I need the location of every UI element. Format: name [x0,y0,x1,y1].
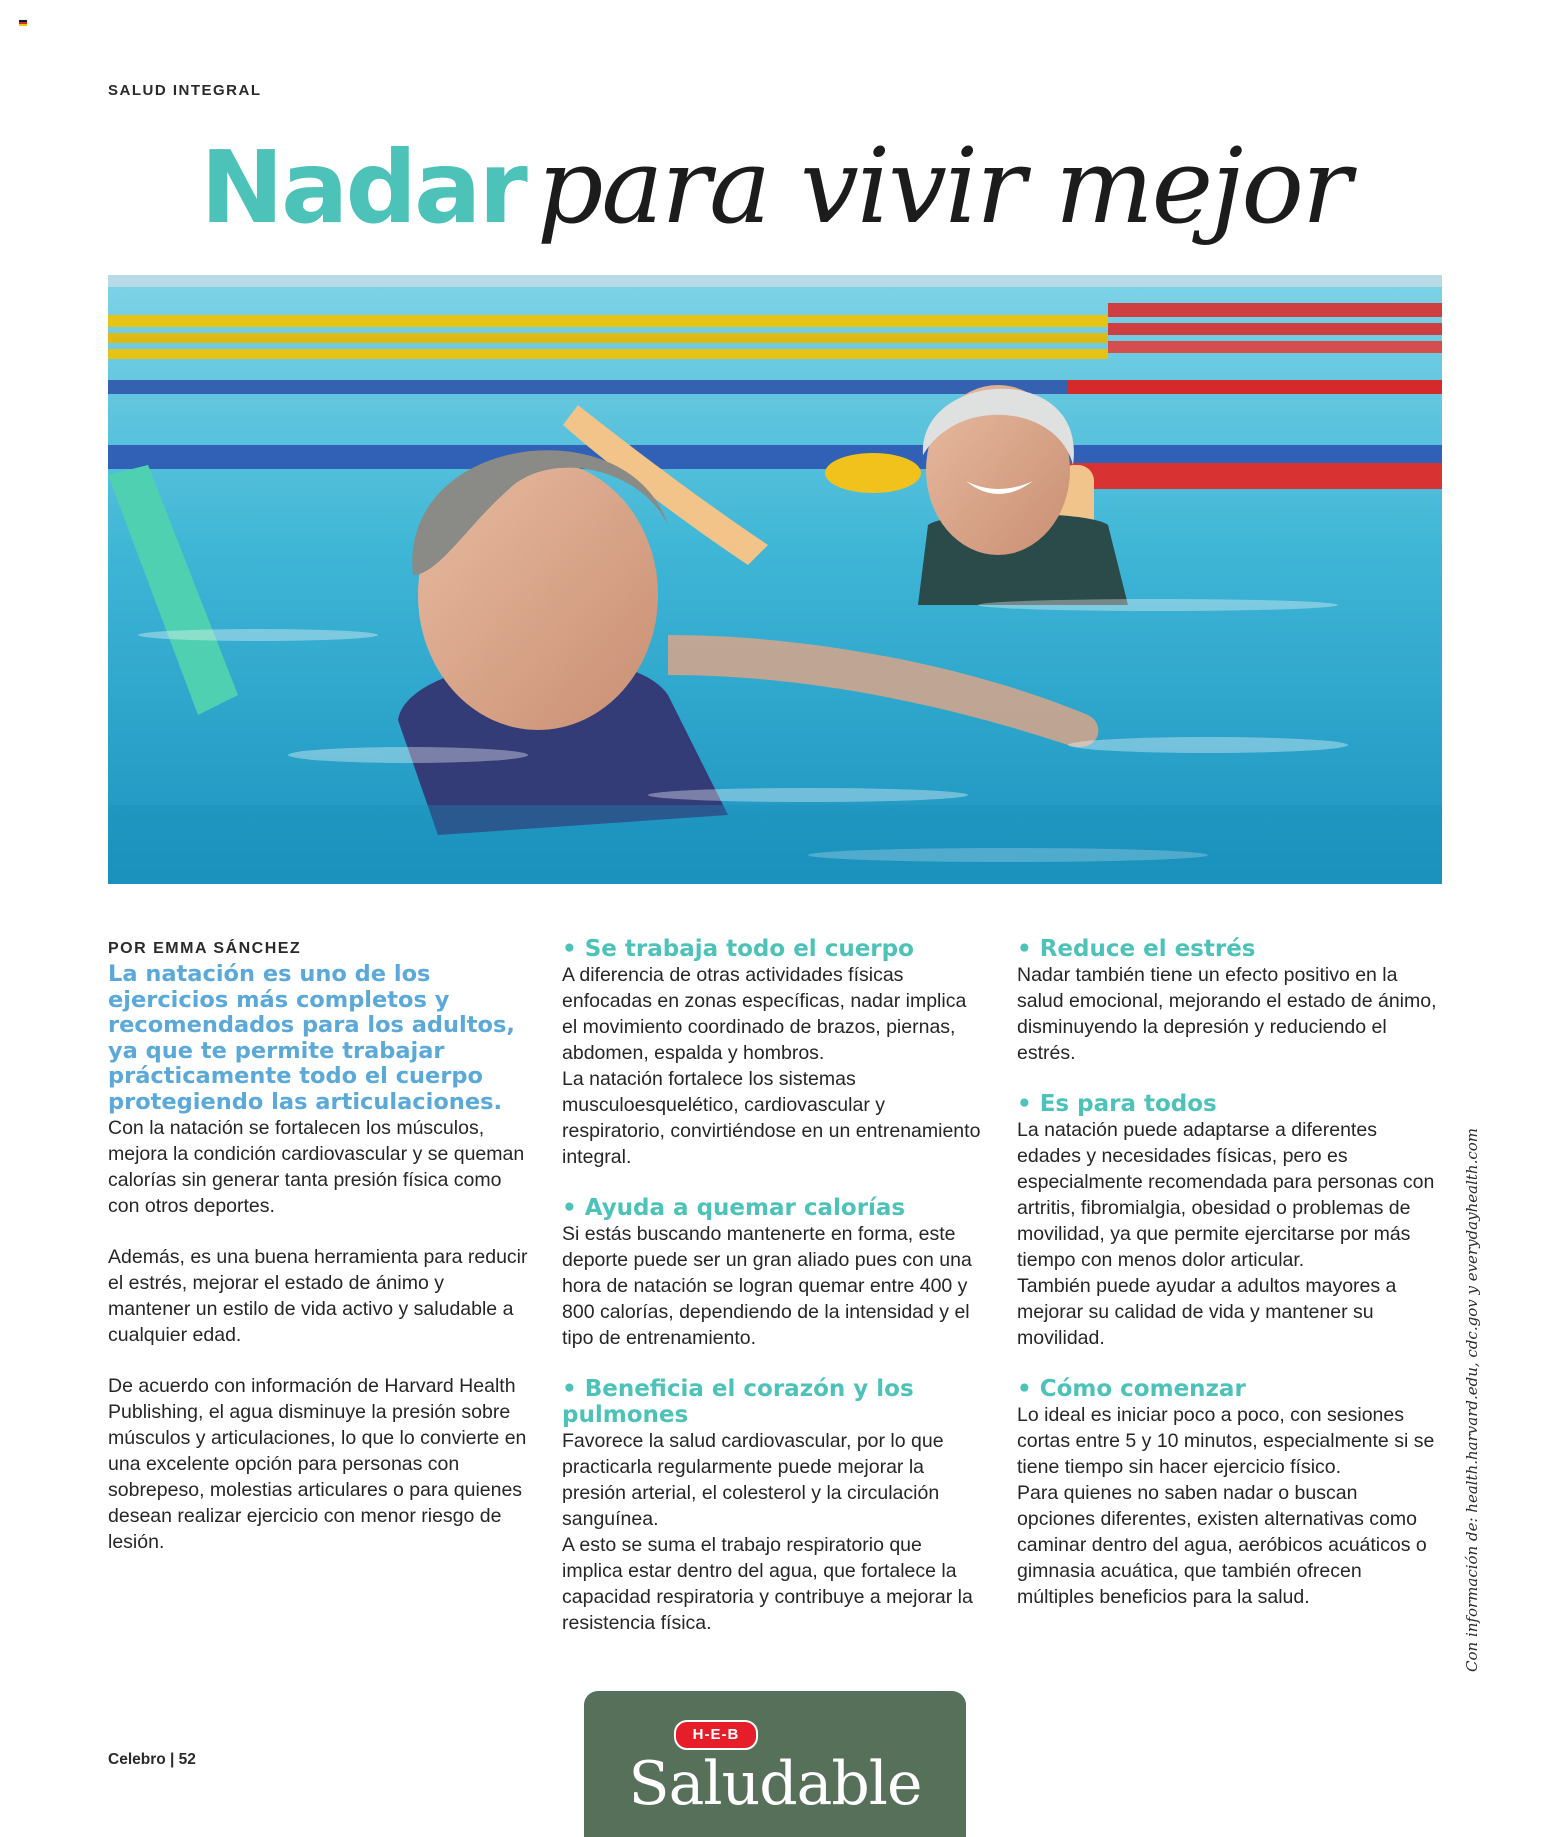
column-3 [1017,936,1437,1610]
section-label: SALUD INTEGRAL [108,82,262,99]
subheading-how-to-start: • Cómo comenzar [1017,1376,1246,1402]
body-paragraph: Lo ideal es iniciar poco a poco, con sesiones cortas entre 5 y 10 minutos, especialmente si se tiene tiempo sin hacer ejercicio físico. [1017,1404,1435,1478]
language-flag-icon [19,20,27,26]
body-paragraph: Si estás buscando mantenerte en forma, este deporte puede ser un gran aliado pues con una hora de natación se logran quemar entre 400 y 800 calorías, dependiendo de la intensidad y el tipo de entrenamiento. [562,1223,972,1349]
subheading-full-body: • Se trabaja todo el cuerpo [562,936,914,962]
subheading-heart-lungs: • Beneficia el corazón y los pulmones [562,1376,914,1428]
body-paragraph: A esto se suma el trabajo respiratorio que implica estar dentro del agua, que fortalece la capacidad respiratoria y contribuye a mejorar la resistencia física. [562,1534,973,1634]
page-folio: Celebro | 52 [108,1751,196,1768]
source-credit [1461,1130,1483,1670]
intro-paragraph: De acuerdo con información de Harvard Health Publishing, el agua disminuye la presión sobre músculos y articulaciones, lo que lo convierte en una excelente opción para personas con sobrepeso, molestias articulares o para quienes desean realizar ejercicio con menor riesgo de lesión. [108,1375,527,1553]
article-title [0,125,1550,247]
heb-logo-icon: H-E-B [674,1720,758,1750]
subheading-for-everyone: • Es para todos [1017,1091,1217,1117]
body-paragraph: Para quienes no saben nadar o buscan opciones diferentes, existen alternativas como caminar dentro del agua, aeróbicos acuáticos o gimnasia acuática, que también ofrecen múltiples beneficios para la salud. [1017,1482,1427,1608]
column-2 [562,936,982,1636]
column-1 [108,936,528,1555]
source-credit-text: Con información de: health.harvard.edu, cdc.gov y everydayhealth.com [1463,1128,1481,1672]
body-paragraph: Favorece la salud cardiovascular, por lo que practicarla regularmente puede mejorar la presión arterial, el colesterol y la circulación sanguínea. [562,1430,944,1530]
body-paragraph: A diferencia de otras actividades físicas enfocadas en zonas específicas, nadar implica el movimiento coordinado de brazos, piernas, abdomen, espalda y hombros. [562,964,967,1064]
byline: POR EMMA SÁNCHEZ [108,940,302,957]
body-paragraph: Nadar también tiene un efecto positivo en la salud emocional, mejorando el estado de ánimo, disminuyendo la depresión y reduciendo el estrés. [1017,964,1437,1064]
title-part-2: para vivir mejor [536,125,1350,247]
title-part-1: Nadar [200,129,525,246]
pool-swimmers-photo [108,275,1442,884]
lede: La natación es uno de los ejercicios más completos y recomendados para los adultos, ya que te permite trabajar prácticamente todo el cuerpo protegiendo las articulaciones. [108,961,515,1115]
body-paragraph: La natación puede adaptarse a diferentes edades y necesidades físicas, pero es especialmente recomendada para personas con artritis, fibromialgia, obesidad o problemas de movilidad, ya que permite ejercitarse por más tiempo con menos dolor articular. [1017,1119,1435,1271]
brand-wordmark: Saludable [628,1749,922,1819]
intro-paragraph: Además, es una buena herramienta para reducir el estrés, mejorar el estado de ánimo y mantener un estilo de vida activo y saludable a cualquier edad. [108,1246,528,1346]
subheading-calories: • Ayuda a quemar calorías [562,1195,906,1221]
subheading-stress: • Reduce el estrés [1017,936,1256,962]
body-paragraph: También puede ayudar a adultos mayores a mejorar su calidad de vida y mantener su movilidad. [1017,1275,1397,1349]
heb-saludable-logo [584,1691,966,1837]
intro-paragraph: Con la natación se fortalecen los músculos, mejora la condición cardiovascular y se queman calorías sin generar tanta presión física como con otros deportes. [108,1117,525,1217]
body-paragraph: La natación fortalece los sistemas musculoesquelético, cardiovascular y respiratorio, convirtiéndose en un entrenamiento integral. [562,1068,981,1168]
